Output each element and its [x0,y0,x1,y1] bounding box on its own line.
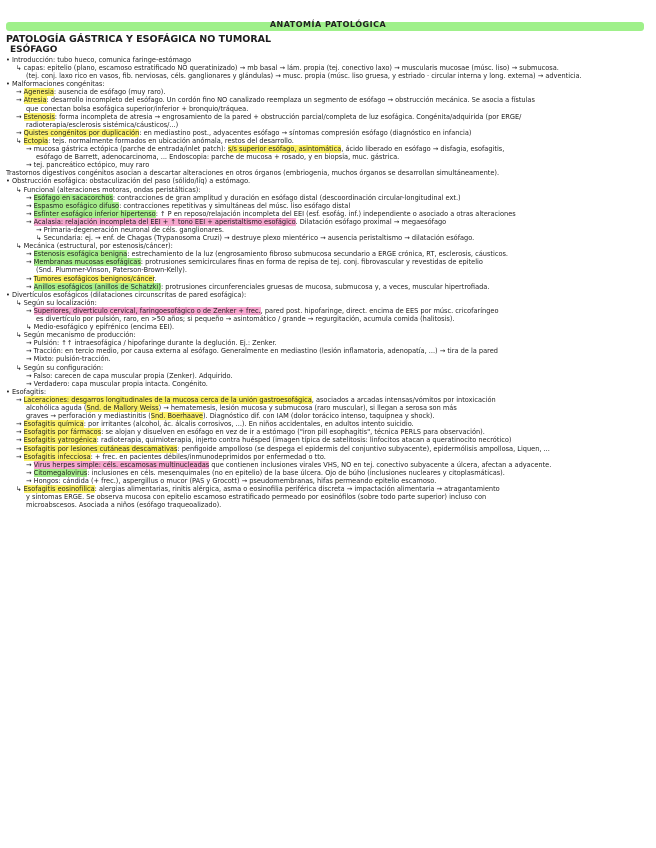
highlighted-term: Agenesia [23,88,54,97]
highlighted-term: Membranas mucosas esofágicas [33,258,141,267]
note-line [4,242,652,250]
note-line [4,161,652,169]
note-text: , ácido liberado en esófago → disfagia, esofagitis, [341,145,505,154]
highlighted-term: Citomegalovirus [33,468,88,477]
highlighted-term: Superiores, divertículo cervical, faringoesofágico o de Zenker + frec. [33,306,261,315]
note-line [4,428,652,436]
note-text: → Hongos: cándida (+ frec.), aspergillus o mucor (PAS y Grocott) → pseudomembranas, hifas permeando epitelio escamoso. [26,476,437,485]
highlighted-term: Esofagitis química [23,420,84,429]
note-line [4,347,652,355]
note-text: → [16,96,24,105]
note-text: : inclusiones en céls. mesenquimales (no en epitelio) de la base úlcera. Ojo de búho (inclusiones nucleares y citoplasmáticas). [87,468,505,477]
note-line [4,323,652,331]
note-line [4,226,652,234]
note-text: ↳ [16,136,24,145]
note-text: → mucosa gástrica ectópica (parche de entrada/inlet patch): [26,145,228,154]
highlighted-term: Virus herpes simple: céls. escamosas multinucleadas [33,460,210,469]
highlighted-term: s/s superior esófago, asintomática [227,145,342,154]
note-line [4,461,652,469]
highlighted-term: Acalasia: relajación incompleta del EEI + ↑ tono EEI + aperistaltismo esofágico [33,217,296,226]
note-text: • Introducción: tubo hueco, comunica faringe-estómago [6,56,192,64]
note-text: → [16,395,24,404]
note-text: ↳ Medio-esofágico y epifrénico (encima EEI). [26,323,175,332]
note-text: : contracciones de gran amplitud y duración en esófago distal (descoordinación circular-longitudinal ext.) [112,193,461,202]
note-text: ↳ Secundaria: ej. → enf. de Chagas (Trypanosoma Cruzi) → destruye plexo mientérico → ausencia peristaltismo → dilatación esófago. [36,234,475,243]
section-title: ESÓFAGO [10,45,58,55]
note-text: → [26,250,34,259]
highlighted-term: Esófago en sacacorchos [33,193,113,202]
note-line [4,137,652,145]
note-line [4,121,652,129]
note-line [4,291,652,299]
note-text: : tejs. normalmente formados en ubicación anómala, restos del desarrollo. [48,136,294,145]
note-text: ↳ Según su configuración: [16,363,104,372]
note-text: ). Diagnóstico dif. con IAM (dolor torácico intenso, taquipnea y shock). [202,412,435,421]
note-line [4,420,652,428]
note-text: ↳ Según su localización: [16,298,97,307]
note-text: → Primaria-degeneración neuronal de céls. ganglionares. [36,225,224,234]
highlighted-term: Snd. de Mallory Weiss [86,404,159,413]
note-text: , asociados a arcadas intensas/vómitos por intoxicación [311,395,496,404]
note-text: → Pulsión: ↑↑ intraesofágica / hipofaringe durante la deglución. Ej.: Zenker. [26,339,277,348]
note-text: • Esofagitis: [6,387,47,396]
highlighted-term: Espasmo esofágico difuso [33,201,120,210]
note-text: : desarrollo incompleto del esófago. Un cordón fino NO canalizado reemplaza un segmento de esófago → obstrucción mecánica. Se asocia a fístulas [46,96,535,105]
note-line [4,412,652,420]
note-line [4,153,652,161]
note-text: → [16,428,24,437]
highlighted-term: Esofagitis infecciosa [23,452,91,461]
note-text: → [16,420,24,429]
note-text: Trastornos digestivos congénitos asocian a descartar alteraciones en otros órganos (embriogenia, muchos órganos se desarrollan simultáneamente). [6,169,500,178]
note-text: : protrusiones circunferenciales gruesas de mucosa, submucosa y, a veces, muscular hipertrofiada. [160,282,490,291]
note-text: → Falso: carecen de capa muscular propia (Zenker). Adquirido. [26,371,233,380]
note-text: → [26,201,34,210]
note-line [4,485,652,493]
note-text: → [16,112,24,121]
note-line [4,56,652,64]
note-text: graves → perforación y mediastinitis ( [26,412,151,421]
note-text: ) → hematemesis, lesión mucosa y submucosa (raro muscular), si llegan a serosa son más [158,404,457,413]
note-text: → [26,460,34,469]
note-line [4,404,652,412]
note-line [4,396,652,404]
highlighted-term: Esfínter esofágico inferior hipertenso [33,209,156,218]
note-line [4,234,652,242]
note-line [4,129,652,137]
highlighted-term: Esofagitis por lesiones cutáneas descamativas [23,444,178,453]
note-text: es divertículo por pulsión, raro, en >50 años; si pequeño → asintomático / grande → regurgitación, acumula comida (halitosis). [36,315,455,323]
note-text: (Snd. Plummer-Vinson, Paterson-Brown-Kelly). [36,266,187,275]
note-text: , pared post. hipofaringe, direct. encima de EES por músc. cricofaríngeo [260,306,499,315]
note-text: → [16,444,24,453]
notes-body [4,56,652,509]
note-text: . Dilatación esófago proximal → megaesófago [295,217,447,226]
note-text: → [16,128,24,137]
note-line [4,364,652,372]
note-text: alcohólica aguda ( [26,404,87,413]
note-text: → [16,88,24,97]
note-text: que conectan bolsa esofágica superior/inferior + bronquio/tráquea. [26,104,249,113]
note-text: • Obstrucción esofágica: obstaculización del paso (sólido/líq) a estómago. [6,177,251,186]
highlighted-term: Esofagitis eosinofílica [23,484,95,493]
note-text: → Verdadero: capa muscular propia intacta. Congénito. [26,379,208,388]
note-line [4,105,652,113]
note-text: microabscesos. Asociada a niños (esófago traqueoalizado). [26,501,222,510]
note-line [4,169,652,177]
note-line [4,477,652,485]
note-line [4,80,652,88]
note-line [4,88,652,96]
note-text: ↳ [16,484,24,493]
note-line [4,202,652,210]
note-text: • Divertículos esofágicos (dilataciones circunscritas de pared esofágica): [6,290,247,299]
note-line [4,64,652,72]
note-line [4,258,652,266]
note-line [4,72,652,80]
note-line [4,445,652,453]
highlighted-term: Estenosis [23,112,55,121]
note-text: y síntomas ERGE. Se observa mucosa con epitelio escamoso estratificado permeado por eosinófilos (sobre todo parte superior) incluso con [26,493,487,502]
note-text: radioterapia/esclerosis sistémica/cáusticos/...) [26,120,179,129]
note-line [4,275,652,283]
note-text: → [16,436,24,445]
note-line [4,145,652,153]
note-text: → [16,452,24,461]
note-line [4,339,652,347]
highlighted-term: Anillos esofágicos (anillos de Schatzki) [33,282,161,291]
note-line [4,96,652,104]
note-line [4,380,652,388]
note-line [4,436,652,444]
note-line [4,283,652,291]
note-line [4,493,652,501]
note-line [4,388,652,396]
note-line [4,186,652,194]
note-line [4,355,652,363]
note-text: : ausencia de esófago (muy raro). [53,88,166,97]
note-text: → Mixto: pulsión-tracción. [26,355,111,364]
note-text: → Tracción: en tercio medio, por causa externa al esófago. Generalmente en mediastino (lesión inflamatoria, adenopatía, ...) → tira de la pared [26,347,498,356]
highlighted-term: Ectopia [23,136,49,145]
note-line [4,113,652,121]
note-line [4,501,652,509]
note-text: : contracciones repetitivas y simultáneas del músc. liso esófago distal [119,201,351,210]
note-line [4,299,652,307]
note-text: ↳ Mecánica (estructural, por estenosis/cáncer): [16,242,173,251]
note-line [4,177,652,185]
note-text: • Malformaciones congénitas: [6,80,105,89]
highlighted-term: Snd. Boerhaave [150,412,203,421]
note-text: : protrusiones semicirculares finas en forma de repisa de tej. conj. fibrovascular y revestidas de epitelio [140,258,483,267]
note-text: → [26,274,34,283]
note-text: → [26,306,34,315]
note-line [4,218,652,226]
note-text: ↳ Según mecanismo de producción: [16,331,136,340]
note-line [4,250,652,258]
note-text: : alergias alimentarias, rinitis alérgica, asma o eosinofilia periférica discreta → impactación alimentaria → atragantamiento [94,484,500,493]
note-text: : se alojan y disuelven en esófago en vez de ir a estómago ("iron pill esophagitis", técnica PERLS para observación). [101,428,485,437]
note-text: . [154,274,157,283]
highlighted-term: Tumores esofágicos benignos/cáncer [33,274,155,283]
note-text: → tej. pancreático ectópico, muy raro [26,161,150,170]
note-line [4,453,652,461]
note-line [4,266,652,274]
note-line [4,331,652,339]
note-line [4,194,652,202]
note-text: → [26,193,34,202]
note-text: → [26,468,34,477]
highlighted-term: Quistes congénitos por duplicación [23,128,140,137]
note-text: ↳ capas: epitelio (plano, escamoso estratificado NO queratinizado) → mb basal → lám. propia (tej. conectivo laxo) → muscularis mucosae (músc. liso) → submucosa. [16,64,559,73]
note-line [4,210,652,218]
note-line [4,315,652,323]
note-text: (tej. conj. laxo rico en vasos, fib. nerviosas, céls. ganglionares y glándulas) → musc. propia (músc. liso gruesa, y estriado · circular interna y long. externa) → adventicia. [26,72,582,81]
note-line [4,469,652,477]
note-text: ↳ Funcional (alteraciones motoras, ondas peristálticas): [16,185,201,194]
highlighted-term: Atresia [23,96,47,105]
highlighted-term: Laceraciones: desgarros longitudinales de la mucosa cerca de la unión gastroesofágica [23,395,312,404]
note-text: : penfigoide ampolloso (se despega el epidermis del conjuntivo subyacente), epidermólisis ampollosa, Liquen, ... [177,444,550,453]
document-title: PATOLOGÍA GÁSTRICA Y ESOFÁGICA NO TUMORAL [6,34,272,45]
note-text: : por irritantes (alcohol, ác. álcalis corrosivos, ...). En niños accidentales, en adultos intento suicidio. [83,420,414,429]
note-text: : estrechamiento de la luz (engrosamiento fibroso submucosa secundario a ERGE crónica, RT, esclerosis, cáusticos. [127,250,509,259]
note-line [4,372,652,380]
note-text: → [26,258,34,267]
note-text: : + frec. en pacientes débiles/inmunodeprimidos por enfermedad o tto. [90,452,326,461]
note-text: → [26,217,34,226]
note-text: : ↑ P en reposo/relajación incompleta del EEI (esf. esofág. inf.) independiente o asociado a otras alteraciones [155,209,516,218]
note-text: esófago de Barrett, adenocarcinoma, ... Endoscopia: parche de mucosa + rosado, y en biopsia, muc. gástrica. [36,153,400,162]
note-line [4,307,652,315]
note-text: → [26,209,34,218]
note-text: que contienen inclusiones virales VHS, NO en tej. conectivo subyacente a úlcera, afectan a adyacente. [209,460,552,469]
highlighted-term: Esofagitis yatrogénica [23,436,97,445]
note-text: : radioterapia, quimioterapia, injerto contra huésped (imagen típica de satelitosis: linfocitos atacan a queratinocito necrótico) [96,436,512,445]
note-text: → [26,282,34,291]
highlighted-term: Estenosis esofágica benigna [33,250,128,259]
subject-header: ANATOMÍA PATOLÓGICA [269,20,387,29]
highlighted-term: Esofagitis por fármacos [23,428,102,437]
note-text: : forma incompleta de atresia → engrosamiento de la pared + obstrucción parcial/completa de luz esofágica. Congénita/adquirida (por ERGE/ [54,112,522,121]
note-text: : en mediastino post., adyacentes esófago → síntomas compresión esófago (diagnóstico en infancia) [139,128,472,137]
